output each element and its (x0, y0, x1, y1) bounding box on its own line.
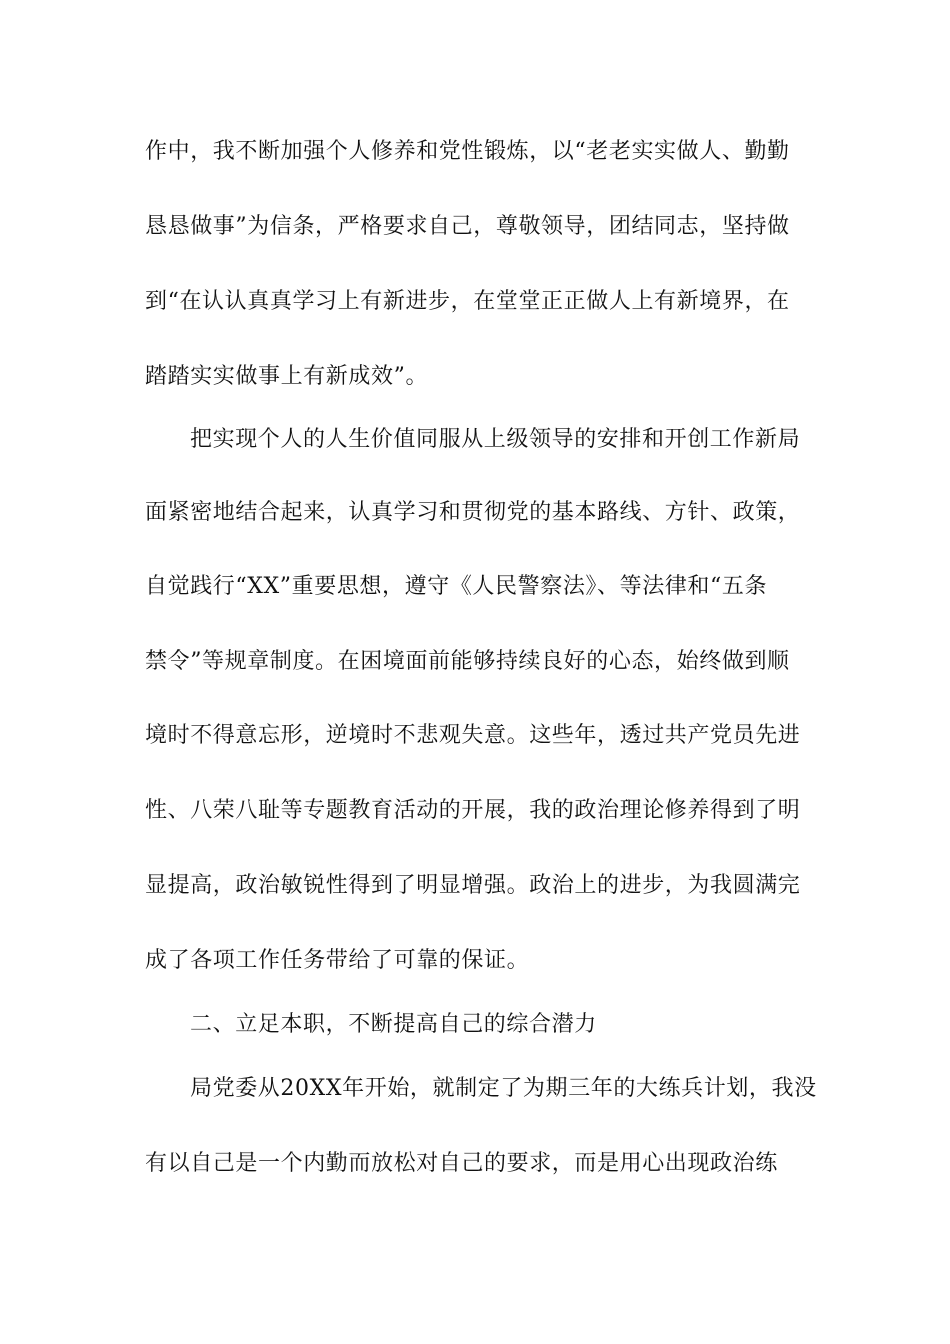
paragraph-3-line-2: 有以自己是一个内勤而放松对自己的要求，而是用心出现政治练 (145, 1151, 778, 1176)
paragraph-2-line-1: 把实现个人的人生价值同服从上级领导的安排和开创工作新局 (190, 427, 801, 452)
paragraph-2-line-3: 自觉践行“XX”重要思想，遵守《人民警察法》、等法律和“五条 (145, 574, 768, 599)
paragraph-1-line-4: 踏踏实实做事上有新成效”。 (145, 364, 429, 389)
paragraph-2-line-2: 面紧密地结合起来，认真学习和贯彻党的基本路线、方针、政策， (145, 500, 801, 525)
paragraph-1-line-2: 恳恳做事”为信条，严格要求自己，尊敬领导，团结同志，坚持做 (145, 214, 790, 239)
paragraph-1-line-1: 作中，我不断加强个人修养和党性锻炼，以“老老实实做人、勤勤 (145, 139, 790, 164)
section-heading: 二、立足本职，不断提高自己的综合潜力 (190, 1012, 597, 1037)
paragraph-2-line-7: 显提高，政治敏锐性得到了明显增强。政治上的进步，为我圆满完 (145, 873, 801, 898)
paragraph-3-line-1: 局党委从20XX年开始，就制定了为期三年的大练兵计划，我没 (190, 1076, 817, 1101)
paragraph-2-line-5: 境时不得意忘形，逆境时不悲观失意。这些年，透过共产党员先进 (145, 723, 801, 748)
paragraph-1-line-3: 到“在认认真真学习上有新进步，在堂堂正正做人上有新境界，在 (145, 289, 790, 314)
paragraph-2-line-8: 成了各项工作任务带给了可靠的保证。 (145, 948, 530, 973)
paragraph-2-line-4: 禁令”等规章制度。在困境面前能够持续良好的心态，始终做到顺 (145, 649, 790, 674)
paragraph-2-line-6: 性、八荣八耻等专题教育活动的开展，我的政治理论修养得到了明 (145, 798, 801, 823)
